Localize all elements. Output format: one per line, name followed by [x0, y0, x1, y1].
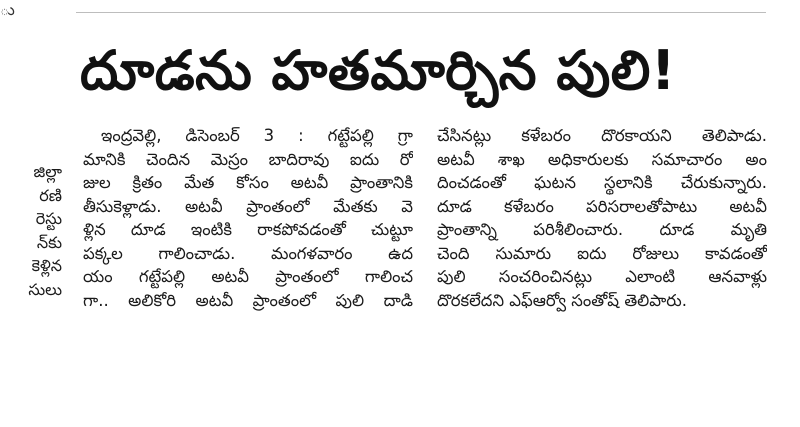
- column-2-line: అటవీ శాఖ అధికారులకు సమాచారం అం: [437, 149, 767, 169]
- left-strip-top-text: ు: [0, 0, 15, 19]
- left-strip-top-fragment: [0, 0, 15, 20]
- column-1-line: ళ్లిన దూడ ఇంటికి రాకపోవడంతో చుట్టూ: [83, 220, 413, 239]
- left-column-line: సులు: [28, 279, 62, 299]
- column-1-line: తీసుకెళ్లాడు. అటవీ ప్రాంతంలో మేతకు వె: [83, 196, 413, 216]
- column-2-line: దించడంతో ఘటన స్థలానికి చేరుకున్నారు.: [437, 173, 767, 192]
- left-column-line: జిల్లా: [33, 162, 62, 181]
- left-column-line: రణి: [39, 185, 62, 205]
- column-1-line: పక్కల గాలించాడు. మంగళవారం ఉద: [83, 243, 413, 263]
- article-column-1: [83, 124, 413, 312]
- top-rule: [76, 12, 766, 13]
- column-2-line: చెంది సుమారు ఐదు రోజులు కావడంతో: [437, 243, 767, 263]
- column-2-line: చేసినట్లు కళేబరం దొరకాయని తెలిపాడు.: [437, 126, 767, 145]
- column-1-line: గా.. అలికోరి అటవీ ప్రాంతంలో పులి దాడి: [83, 290, 413, 310]
- column-2-line: ప్రాంతాన్ని పరిశీలించారు. దూడ మృతి: [437, 220, 767, 239]
- column-1-line: ఇంద్రవెల్లి, డిసెంబర్ 3 : గట్టేపల్లి గ్రా: [101, 126, 413, 145]
- column-2-line: పులి సంచరించినట్లు ఎలాంటి ఆనవాళ్లు: [437, 267, 767, 286]
- article-column-2: [437, 124, 767, 312]
- article-headline: దూడను హతమార్చిన పులి!: [80, 39, 676, 102]
- column-1-line: మానికి చెందిన మెస్రం బాదిరావు ఐదు రో: [83, 149, 413, 169]
- left-column-line: న్‌కు: [36, 232, 62, 252]
- left-column-line: రెస్టు: [35, 209, 62, 228]
- column-2-line: దూడ కళేబరం పరిసరాలతోపాటు అటవీ: [437, 196, 767, 216]
- column-2-line: దొరకలేదని ఎఫ్‌ఆర్వో సంతోష్ తెలిపారు.: [437, 290, 687, 310]
- left-adjacent-column: [0, 160, 64, 301]
- left-column-line: కెళ్లిన: [31, 256, 62, 275]
- column-1-line: యం గట్టేపల్లి అటవీ ప్రాంతంలో గాలించ: [83, 267, 413, 286]
- column-1-line: జుల క్రితం మేత కోసం అటవీ ప్రాంతానికి: [83, 173, 413, 192]
